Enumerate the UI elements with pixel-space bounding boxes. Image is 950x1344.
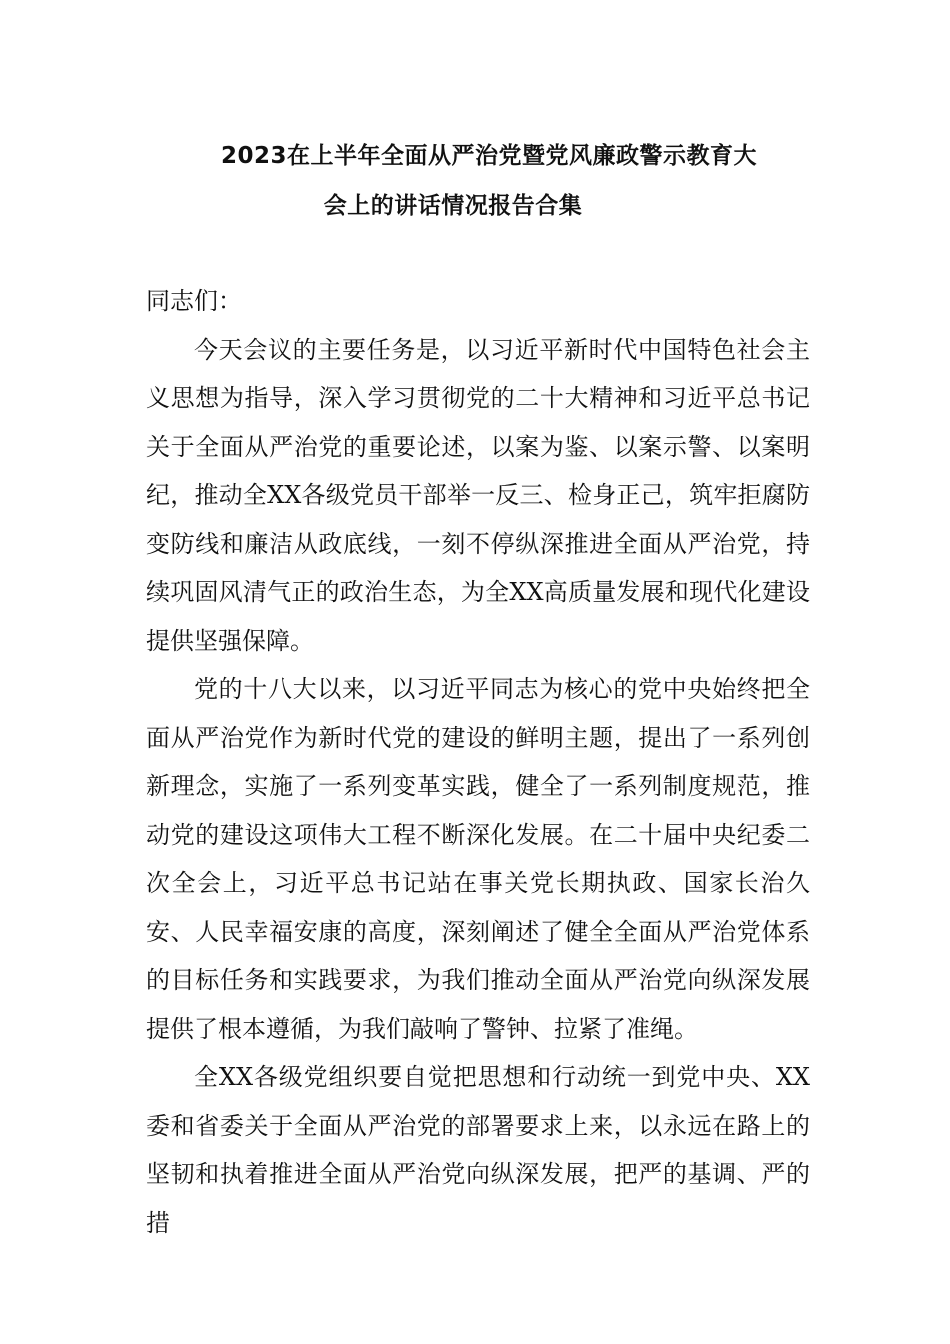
document-body: [146, 277, 810, 1247]
greeting: 同志们：: [146, 287, 242, 315]
paragraph-3: 全XX各级党组织要自觉把思想和行动统一到党中央、XX委和省委关于全面从严治党的部署要求上来，以永远在路上的坚韧和执着推进全面从严治党向纵深发展，把严的基调、严的措: [146, 1063, 810, 1237]
document-title: [0, 131, 950, 231]
title-line-2: 会上的讲话情况报告合集: [323, 193, 583, 219]
paragraph-2: 党的十八大以来，以习近平同志为核心的党中央始终把全面从严治党作为新时代党的建设的鲜明主题，提出了一系列创新理念，实施了一系列变革实践，健全了一系列制度规范，推动党的建设这项伟大工程不断深化发展。在二十届中央纪委二次全会上，习近平总书记站在事关党长期执政、国家长治久安、人民幸福安康的高度，深刻阐述了健全全面从严治党体系的目标任务和实践要求，为我们推动全面从严治党向纵深发展提供了根本遵循，为我们敲响了警钟、拉紧了准绳。: [146, 675, 810, 1043]
paragraph-1: 今天会议的主要任务是，以习近平新时代中国特色社会主义思想为指导，深入学习贯彻党的二十大精神和习近平总书记关于全面从严治党的重要论述，以案为鉴、以案示警、以案明纪，推动全XX各级党员干部举一反三、检身正己，筑牢拒腐防变防线和廉洁从政底线，一刻不停纵深推进全面从严治党，持续巩固风清气正的政治生态，为全XX高质量发展和现代化建设提供坚强保障。: [146, 335, 810, 655]
title-line-1: 2023在上半年全面从严治党暨党风廉政警示教育大: [220, 143, 757, 169]
